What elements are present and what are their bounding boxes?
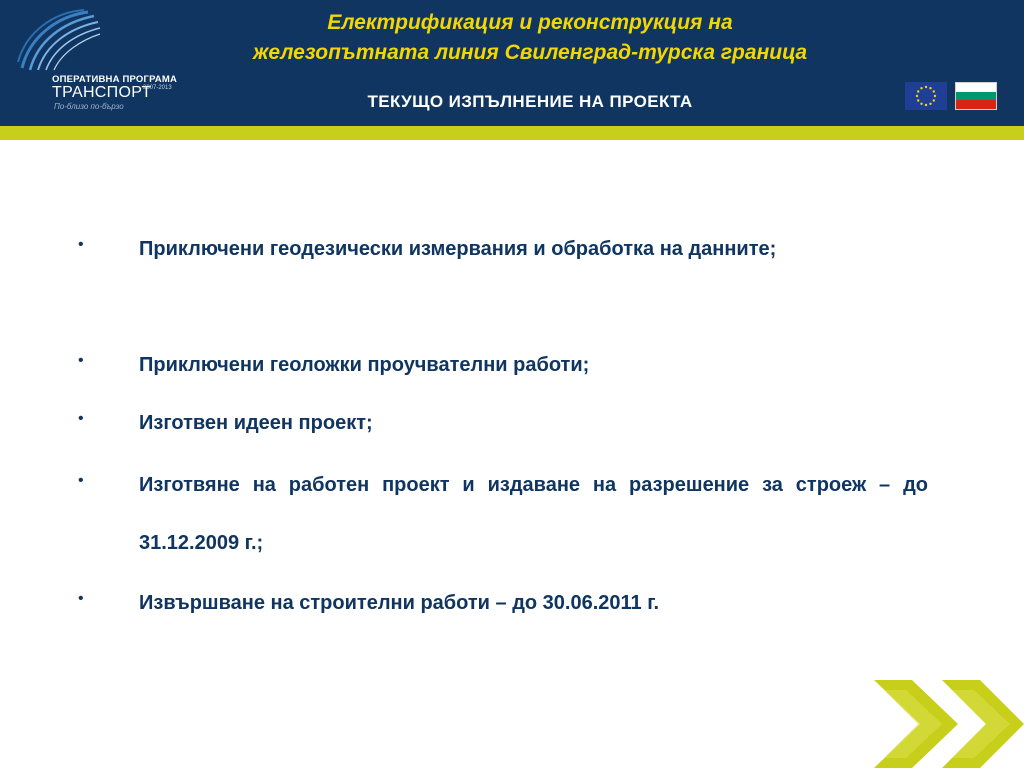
- header-accent-stripe: [0, 126, 1024, 140]
- bullet-text: Извършване на строителни работи – до 30.06.2011 г.: [139, 592, 660, 614]
- bullet-text: Приключени геоложки проучвателни работи;: [139, 354, 590, 376]
- bullet-text: Приключени геодезически измервания и обработка на данните;: [139, 238, 777, 260]
- logo-programme-label: ОПЕРАТИВНА ПРОГРАМА: [52, 74, 178, 85]
- double-chevron-icon: [870, 680, 1024, 768]
- bullet-icon: •: [78, 236, 84, 253]
- logo-slogan: По-близо по-бързо: [54, 102, 124, 111]
- eu-flag-icon: [905, 82, 947, 110]
- slide-subtitle: ТЕКУЩО ИЗПЪЛНЕНИЕ НА ПРОЕКТА: [367, 92, 693, 111]
- logo-years: 2007-2013: [143, 85, 172, 91]
- bullet-icon: •: [78, 410, 84, 427]
- bullet-text: Изготвяне на работен проект и издаване на разрешение за строеж – до 31.12.2009 г.;: [139, 474, 928, 554]
- slide-title-line-1: Електрификация и реконструкция на: [327, 11, 733, 34]
- slide-title-line-2: железопътната линия Свиленград-турска граница: [252, 41, 808, 64]
- bullet-icon: •: [78, 472, 84, 489]
- operational-programme-transport-logo: [8, 6, 198, 118]
- bulgaria-flag-icon: [955, 82, 997, 110]
- logo-transport-label: ТРАНСПОРТ: [52, 84, 152, 101]
- bullet-icon: •: [78, 352, 84, 369]
- bullet-icon: •: [78, 590, 84, 607]
- bullet-text: Изготвен идеен проект;: [139, 412, 373, 434]
- slide-header: [0, 0, 1024, 126]
